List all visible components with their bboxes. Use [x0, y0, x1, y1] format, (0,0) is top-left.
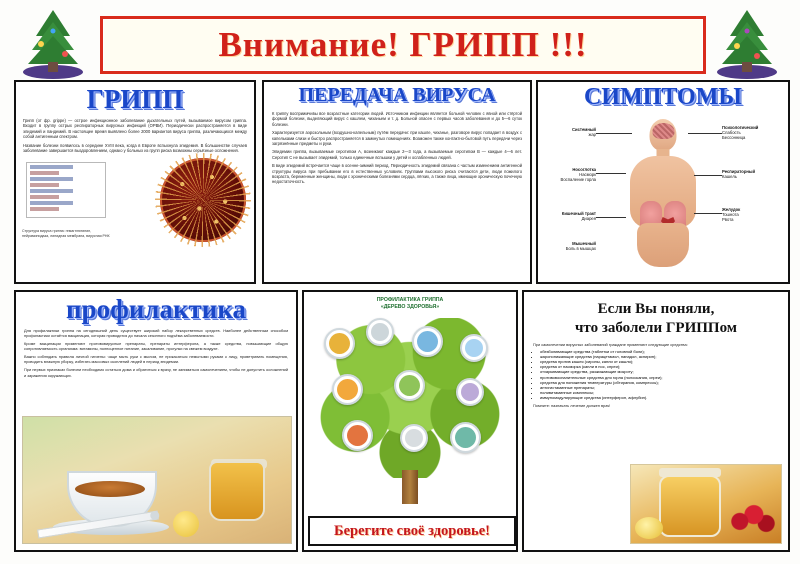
human-body-illustration	[626, 119, 700, 269]
vitamins-icon	[332, 374, 363, 405]
paragraph: В виде эпидемий встречается чаще в осенне-зимний период. Периодичность эпидемий связана с частым изменением антигенной структуры вируса при пребывании его в естественных условиях. Группами высокого риска считаются дети, люди пожилого возраста, беременные женщины, люди с хроническими болезнями сердца, лёгких, а также лица, имеющие хроническую почечную недостаточность.	[272, 163, 522, 185]
paragraph: Для профилактики гриппа на сегодняшний день существует широкий набор лекарственных средств. Наиболее действенным способом профилактики остаётся вакцинация, которая проводится до начала сезонного подъёма заболеваемости.	[24, 328, 288, 339]
health-tree-diagram	[308, 312, 512, 504]
footer-note: Помните: назначать лечение должен врач!	[533, 403, 611, 409]
card-transmission	[262, 80, 532, 284]
card-prevention	[14, 290, 298, 552]
card-symptoms-header	[538, 82, 788, 111]
symptom-label-intestinal: Кишечный тракт Диарея	[561, 211, 596, 222]
symptom-label-psychological: Психологический Слабость Бессонница	[722, 125, 759, 141]
card-influenza	[14, 80, 256, 284]
symptom-label-stomach: Желудок Тошнота Рвота	[722, 207, 741, 223]
list-item: • средства для понижения температуры (обтирания, компрессы);	[540, 380, 779, 385]
ventilation-icon	[460, 334, 488, 362]
honey-jar-icon	[209, 461, 265, 521]
card-symptoms-title: СИМПТОМЫ	[584, 84, 742, 110]
card-transmission-text	[264, 107, 530, 189]
card-influenza-title: ГРИПП	[86, 84, 184, 114]
paragraph: При первых признаках болезни необходимо остаться дома и обратиться к врачу, не заниматься самолечением, чтобы не допустить осложнений и заражения окружающих.	[24, 367, 288, 378]
remedies-photo	[630, 464, 782, 544]
virus-chart	[26, 162, 106, 218]
poster-title: Внимание! ГРИПП !!!	[218, 25, 588, 64]
card-if-ill-title-line1: Если Вы поняли,	[597, 301, 715, 317]
abdomen	[637, 223, 689, 267]
doctor-icon	[400, 424, 428, 452]
head-icon	[650, 119, 677, 151]
list-item: • противовоспалительные средства для горла (полоскания, спреи);	[540, 375, 779, 380]
symptom-label-systemic: Системный жар	[571, 127, 596, 138]
sleep-icon	[456, 378, 484, 406]
chest	[630, 156, 696, 228]
list-item: • средства против кашля (сиропы, капли от кашля);	[540, 359, 779, 364]
paragraph: К гриппу восприимчивы все возрастные категории людей. Источником инфекции является больной человек с явной или стёртой формой болезни, выделяющий вирус с кашлем, чиханьем и т. д. Больной опасен с первых часов заболевания и до 5—6 суток болезни.	[272, 111, 522, 127]
figure-caption: Структура вируса гриппа: гемагглютинин, нейраминидаза, липидная мембрана, вирусная РНК	[22, 229, 110, 238]
sport-icon	[394, 370, 425, 401]
card-prevention-text	[16, 325, 296, 378]
mask-icon	[366, 318, 394, 346]
card-health-tree	[302, 290, 518, 552]
prevention-photo	[22, 416, 292, 544]
symptom-label-muscular: Мышечный Боль в мышцах	[565, 241, 596, 252]
card-influenza-header	[16, 82, 254, 115]
hygiene-icon	[450, 422, 481, 453]
card-if-ill-title-line2: что заболели ГРИППом	[574, 319, 738, 336]
card-transmission-header	[264, 82, 530, 107]
vaccine-icon	[324, 328, 355, 359]
self-treatment-list	[540, 349, 779, 401]
honey-jar-icon	[659, 475, 721, 537]
health-slogan-banner	[308, 516, 516, 546]
lemon-icon	[173, 511, 199, 537]
card-influenza-text	[16, 115, 254, 153]
symptom-label-nasopharynx: Носоглотка Насморк Воспаление горла	[560, 167, 596, 183]
paragraph: Важно соблюдать правила личной гигиены: чаще мыть руки с мылом, не прикасаться немытыми руками к лицу, проветривать помещения, проводить влажную уборку, избегать массовых скоплений людей в период эпидемии.	[24, 354, 288, 365]
decoration-right-icon	[702, 6, 792, 80]
intro-text: При самолечении вирусных заболеваний граждане применяют следующие средства:	[533, 341, 688, 347]
symptoms-diagram	[538, 111, 788, 271]
handwash-icon	[412, 326, 443, 357]
health-slogan: Берегите своё здоровье!	[334, 522, 490, 539]
card-if-ill-heading	[524, 292, 788, 342]
decoration-left-icon	[8, 6, 98, 80]
list-item: • отхаркивающие средства, разжижающие мокроту;	[540, 369, 779, 374]
brain-icon	[652, 123, 674, 139]
paragraph: Грипп (от фр. grippe) — острое инфекционное заболевание дыхательных путей, вызываемое вирусом гриппа. Входит в группу острых респираторных вирусных инфекций (ОРВИ). Периодически распространяется в виде эпидемий и пандемий. В настоящее время выявлено более 2000 вариантов вируса гриппа, различающихся между собой антигенным спектром.	[23, 118, 247, 140]
list-item: • иммуномодулирующие средства (интерферон, афлубин).	[540, 395, 779, 400]
tree-trunk	[402, 470, 418, 504]
card-if-ill	[522, 290, 790, 552]
poster-banner	[100, 16, 706, 74]
paragraph: Эпидемии гриппа, вызываемые серотипом А, возникают каждые 2—3 года, а вызываемые серотипом В — каждые 4—6 лет. Серотип С не вызывает эпидемий, только единичные вспышки у детей и ослабленных людей.	[272, 149, 522, 160]
paragraph: Название болезни появилось в середине XVIII века, когда в Европе вспыхнула эпидемия. В большинстве случаев заболевание завершается выздоровлением, однако у больных из групп риска возможны серьёзные осложнения.	[23, 142, 247, 153]
berries-icon	[731, 501, 775, 535]
influenza-figure	[16, 156, 254, 244]
card-prevention-title: профилактика	[66, 294, 246, 324]
virus-particle-icon	[160, 158, 246, 242]
health-tree-title-line1: ПРОФИЛАКТИКА ГРИППА	[376, 297, 444, 303]
card-transmission-title: ПЕРЕДАЧА ВИРУСА	[298, 84, 496, 106]
list-item: • обезболивающие средства (таблетки от головной боли);	[540, 349, 779, 354]
health-tree-title-line2: «ДЕРЕВО ЗДОРОВЬЯ»	[380, 303, 440, 310]
list-item: • поливитаминные комплексы;	[540, 390, 779, 395]
card-symptoms	[536, 80, 790, 284]
symptom-label-respiratory: Респираторный Кашель	[722, 169, 756, 180]
nutrition-icon	[342, 420, 373, 451]
paragraph: Характеризуется аэрозольным (воздушно-капельным) путём передачи: при кашле, чиханье, разговоре вирус попадает в воздух с капельками слизи и быстро распространяется в замкнутых помещениях. Возможен также контактно-бытовой путь передачи через загрязнённые предметы и руки.	[272, 130, 522, 146]
paragraph: Кроме вакцинации применяют противовирусные препараты, препараты интерферона, а также средства, повышающие общую сопротивляемость организма: витамины, полноценное питание, закаливание, прогулки на свежем воздухе.	[24, 341, 288, 352]
card-if-ill-text	[524, 342, 788, 409]
card-prevention-header	[16, 292, 296, 325]
tea-surface	[75, 481, 145, 497]
list-item: • средства от насморка (капли в нос, спреи);	[540, 364, 779, 369]
list-item: • антигистаминные препараты;	[540, 385, 779, 390]
lemon-icon	[635, 517, 663, 539]
list-item: • жаропонижающие средства (парацетамол, панадол, аспирин);	[540, 354, 779, 359]
health-tree-heading	[304, 292, 516, 312]
